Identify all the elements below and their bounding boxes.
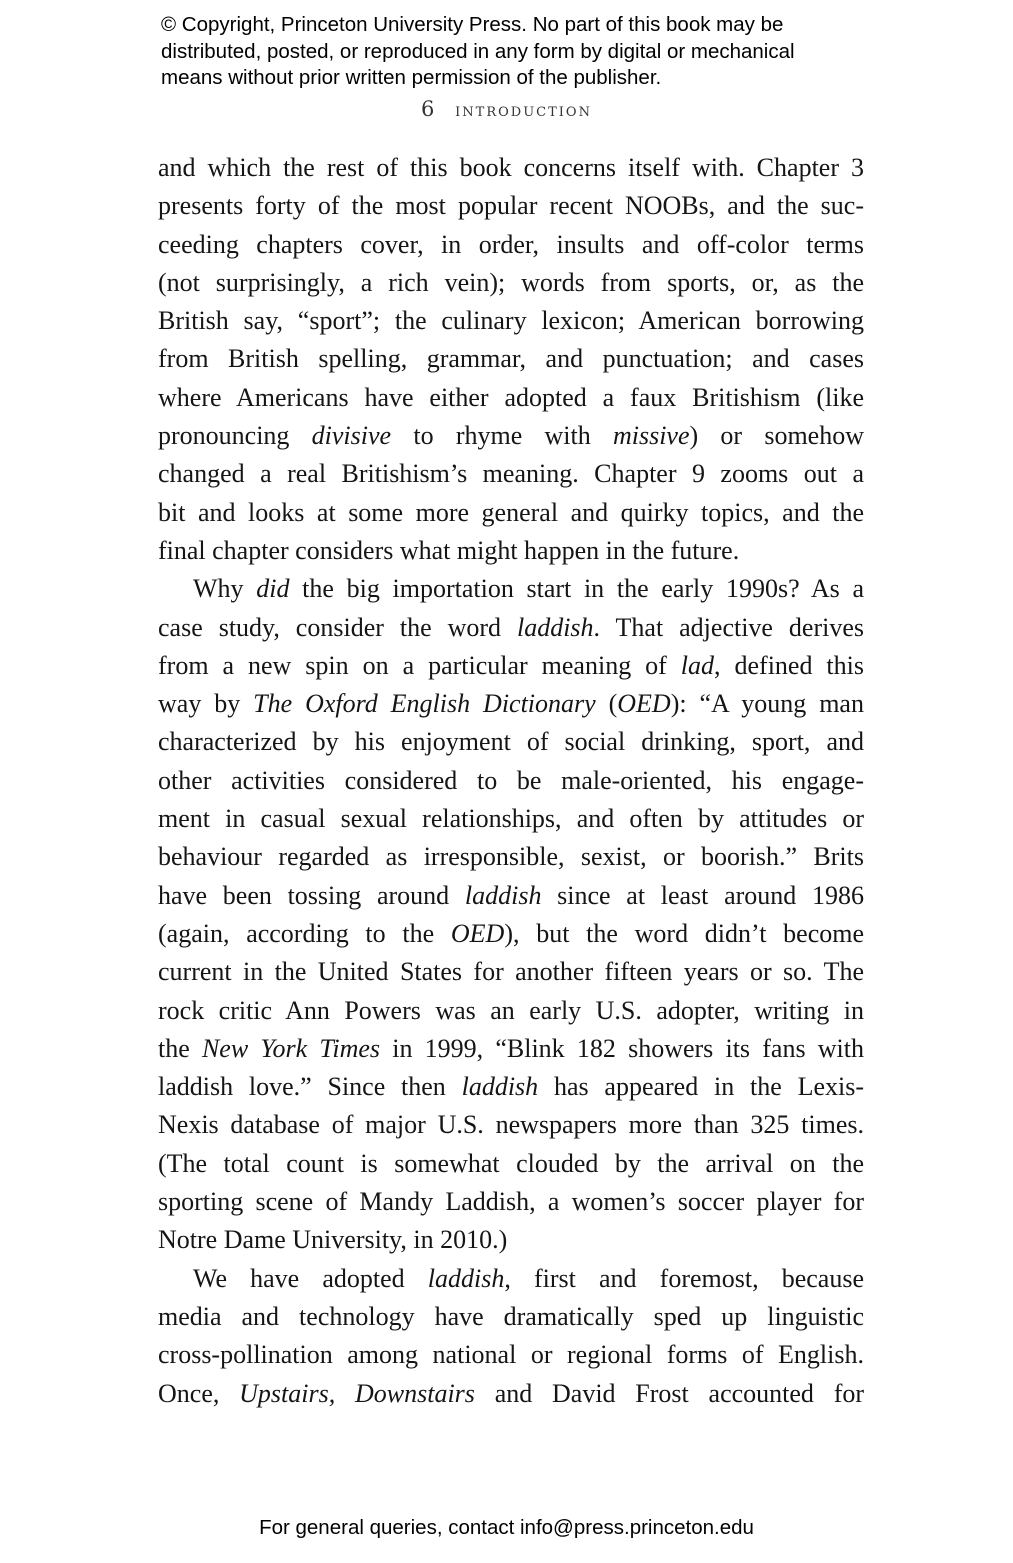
text-line bbox=[158, 915, 864, 953]
italic-term: laddish bbox=[427, 1263, 505, 1293]
body-text bbox=[158, 149, 864, 1413]
copyright-notice bbox=[161, 12, 921, 92]
italic-title: The Oxford English Dictionary bbox=[253, 689, 596, 719]
text-run: have been tossing around bbox=[158, 880, 465, 910]
text-line: where Americans have either adopted a faux Britishism (like bbox=[158, 382, 864, 412]
paragraph bbox=[158, 570, 864, 1259]
text-line: behaviour regarded as irresponsible, sexist, or boorish.” Brits bbox=[158, 842, 864, 872]
text-line: presents forty of the most popular recent NOOBs, and the suc- bbox=[158, 191, 864, 221]
text-run: ) or somehow bbox=[689, 421, 864, 451]
text-line bbox=[158, 1260, 864, 1298]
text-line: other activities considered to be male-oriented, his engage- bbox=[158, 765, 864, 795]
page-number: 6 bbox=[421, 97, 435, 121]
text-line bbox=[158, 417, 864, 455]
text-run: laddish love.” Since then bbox=[158, 1072, 462, 1102]
italic-title: New York Times bbox=[201, 1033, 381, 1063]
text-line: and which the rest of this book concerns itself with. Chapter 3 bbox=[158, 153, 864, 182]
text-line: (The total count is somewhat clouded by the arrival on the bbox=[158, 1148, 864, 1178]
text-line: sporting scene of Mandy Laddish, a women’s soccer player for bbox=[158, 1187, 864, 1217]
text-line: ceeding chapters cover, in order, insults and off-color terms bbox=[158, 229, 864, 259]
italic-term: OED bbox=[450, 918, 505, 948]
paragraph bbox=[158, 149, 864, 570]
italic-term: missive bbox=[612, 421, 690, 451]
text-run: way by bbox=[158, 689, 254, 719]
text-line: cross-pollination among national or regional forms of English. bbox=[158, 1340, 864, 1370]
text-line: bit and looks at some more general and quirky topics, and the bbox=[158, 497, 864, 527]
text-run: . That adjective derives bbox=[593, 612, 865, 642]
text-line bbox=[158, 1068, 864, 1106]
text-line: current in the United States for another fifteen years or so. The bbox=[158, 957, 864, 987]
text-line: media and technology have dramatically sped up linguistic bbox=[158, 1301, 864, 1331]
text-run: the big importation start in the early 1990s? As a bbox=[289, 574, 864, 604]
italic-title: Upstairs, Downstairs bbox=[239, 1378, 475, 1408]
text-run: ): “A young man bbox=[670, 689, 864, 719]
text-line bbox=[158, 1375, 864, 1413]
text-line bbox=[158, 609, 864, 647]
text-run: , defined this bbox=[714, 650, 864, 680]
text-run: since at least around 1986 bbox=[541, 880, 865, 910]
text-run: Why bbox=[193, 574, 257, 604]
text-run: case study, consider the word bbox=[158, 612, 517, 642]
text-line bbox=[158, 877, 864, 915]
italic-term: laddish bbox=[464, 880, 542, 910]
text-run: , first and foremost, because bbox=[504, 1263, 864, 1293]
section-title: introduction bbox=[455, 99, 592, 121]
footer-contact: For general queries, contact info@press.princeton.edu bbox=[259, 1516, 754, 1539]
text-line: (not surprisingly, a rich vein); words from sports, or, as the bbox=[158, 267, 864, 297]
text-line: final chapter considers what might happen in the future. bbox=[158, 535, 740, 565]
text-line: British say, “sport”; the culinary lexicon; American borrowing bbox=[158, 306, 864, 336]
text-run: ), but the word didn’t become bbox=[504, 918, 865, 948]
text-line bbox=[158, 685, 864, 723]
text-line bbox=[158, 1030, 864, 1068]
text-line: characterized by his enjoyment of social drinking, sport, and bbox=[158, 727, 864, 757]
text-line bbox=[158, 570, 864, 608]
italic-term: laddish bbox=[516, 612, 594, 642]
text-run: (again, according to the bbox=[158, 918, 451, 948]
text-run: We have adopted bbox=[193, 1263, 428, 1293]
copyright-line: distributed, posted, or reproduced in any form by digital or mechanical bbox=[161, 39, 795, 63]
italic-term: lad bbox=[680, 650, 715, 680]
copyright-line: © Copyright, Princeton University Press. No part of this book may be bbox=[161, 13, 784, 36]
italic-term: laddish bbox=[461, 1072, 539, 1102]
text-line bbox=[158, 647, 864, 685]
text-run: ( bbox=[595, 689, 618, 719]
text-run: in 1999, “Blink 182 showers its fans with bbox=[380, 1033, 864, 1063]
text-line: rock critic Ann Powers was an early U.S. adopter, writing in bbox=[158, 995, 864, 1025]
text-run: and David Frost accounted for bbox=[474, 1378, 865, 1408]
copyright-line: means without prior written permission of the publisher. bbox=[161, 66, 662, 89]
italic-term: OED bbox=[617, 689, 671, 719]
text-run: to rhyme with bbox=[391, 421, 613, 451]
text-run: from a new spin on a particular meaning of bbox=[158, 650, 681, 680]
italic-term: divisive bbox=[311, 421, 392, 451]
running-head bbox=[0, 97, 1013, 123]
text-line: from British spelling, grammar, and punctuation; and cases bbox=[158, 344, 864, 374]
text-run: has appeared in the Lexis- bbox=[538, 1072, 864, 1102]
text-line: changed a real Britishism’s meaning. Chapter 9 zooms out a bbox=[158, 459, 864, 489]
text-run: pronouncing bbox=[158, 421, 312, 451]
text-line: ment in casual sexual relationships, and often by attitudes or bbox=[158, 804, 864, 834]
text-line: Notre Dame University, in 2010.) bbox=[158, 1225, 508, 1255]
text-line: Nexis database of major U.S. newspapers more than 325 times. bbox=[158, 1110, 864, 1140]
text-run: Once, bbox=[158, 1378, 240, 1408]
text-run: the bbox=[158, 1033, 202, 1063]
paragraph bbox=[158, 1260, 864, 1413]
italic-term: did bbox=[256, 574, 290, 604]
